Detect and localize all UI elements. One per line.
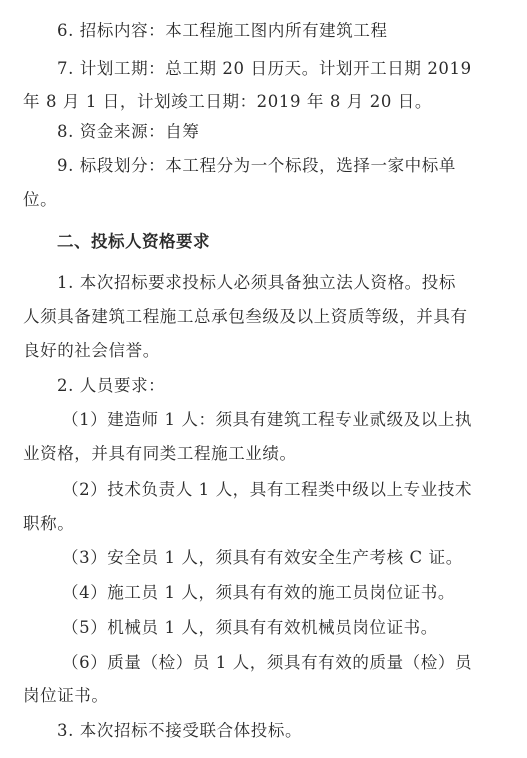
- item-funding: 8. 资金来源：自筹: [57, 122, 200, 141]
- req-constructor: （1）建造师 1 人：须具有建筑工程专业贰级及以上执: [62, 410, 473, 429]
- item-lot-division-cont: 位。: [23, 190, 58, 209]
- req-legal-person-cont: 人须具备建筑工程施工总承包叁级及以上资质等级，并具有: [23, 307, 468, 326]
- req-personnel: 2. 人员要求：: [57, 376, 166, 395]
- req-constructor-cont: 业资格，并具有同类工程施工业绩。: [23, 444, 297, 463]
- req-machinery-officer: （5）机械员 1 人，须具有有效机械员岗位证书。: [62, 618, 438, 637]
- req-legal-person-cont2: 良好的社会信誉。: [23, 341, 160, 360]
- item-tender-content: 6. 招标内容：本工程施工图内所有建筑工程: [57, 21, 388, 40]
- req-tech-lead-cont: 职称。: [23, 514, 75, 533]
- req-quality-officer: （6）质量（检）员 1 人，须具有有效的质量（检）员: [62, 653, 473, 672]
- item-schedule: 7. 计划工期：总工期 20 日历天。计划开工日期 2019: [57, 59, 472, 78]
- item-lot-division: 9. 标段划分：本工程分为一个标段，选择一家中标单: [57, 156, 456, 175]
- item-schedule-cont: 年 8 月 1 日，计划竣工日期：2019 年 8 月 20 日。: [23, 92, 432, 111]
- req-no-consortium: 3. 本次招标不接受联合体投标。: [57, 721, 303, 740]
- req-quality-officer-cont: 岗位证书。: [23, 686, 109, 705]
- req-site-officer: （4）施工员 1 人，须具有有效的施工员岗位证书。: [62, 583, 455, 602]
- req-legal-person: 1. 本次招标要求投标人必须具备独立法人资格。投标: [57, 273, 456, 292]
- section-heading: 二、投标人资格要求: [57, 232, 210, 251]
- req-safety-officer: （3）安全员 1 人，须具有有效安全生产考核 C 证。: [62, 548, 463, 567]
- req-tech-lead: （2）技术负责人 1 人，具有工程类中级以上专业技术: [62, 480, 473, 499]
